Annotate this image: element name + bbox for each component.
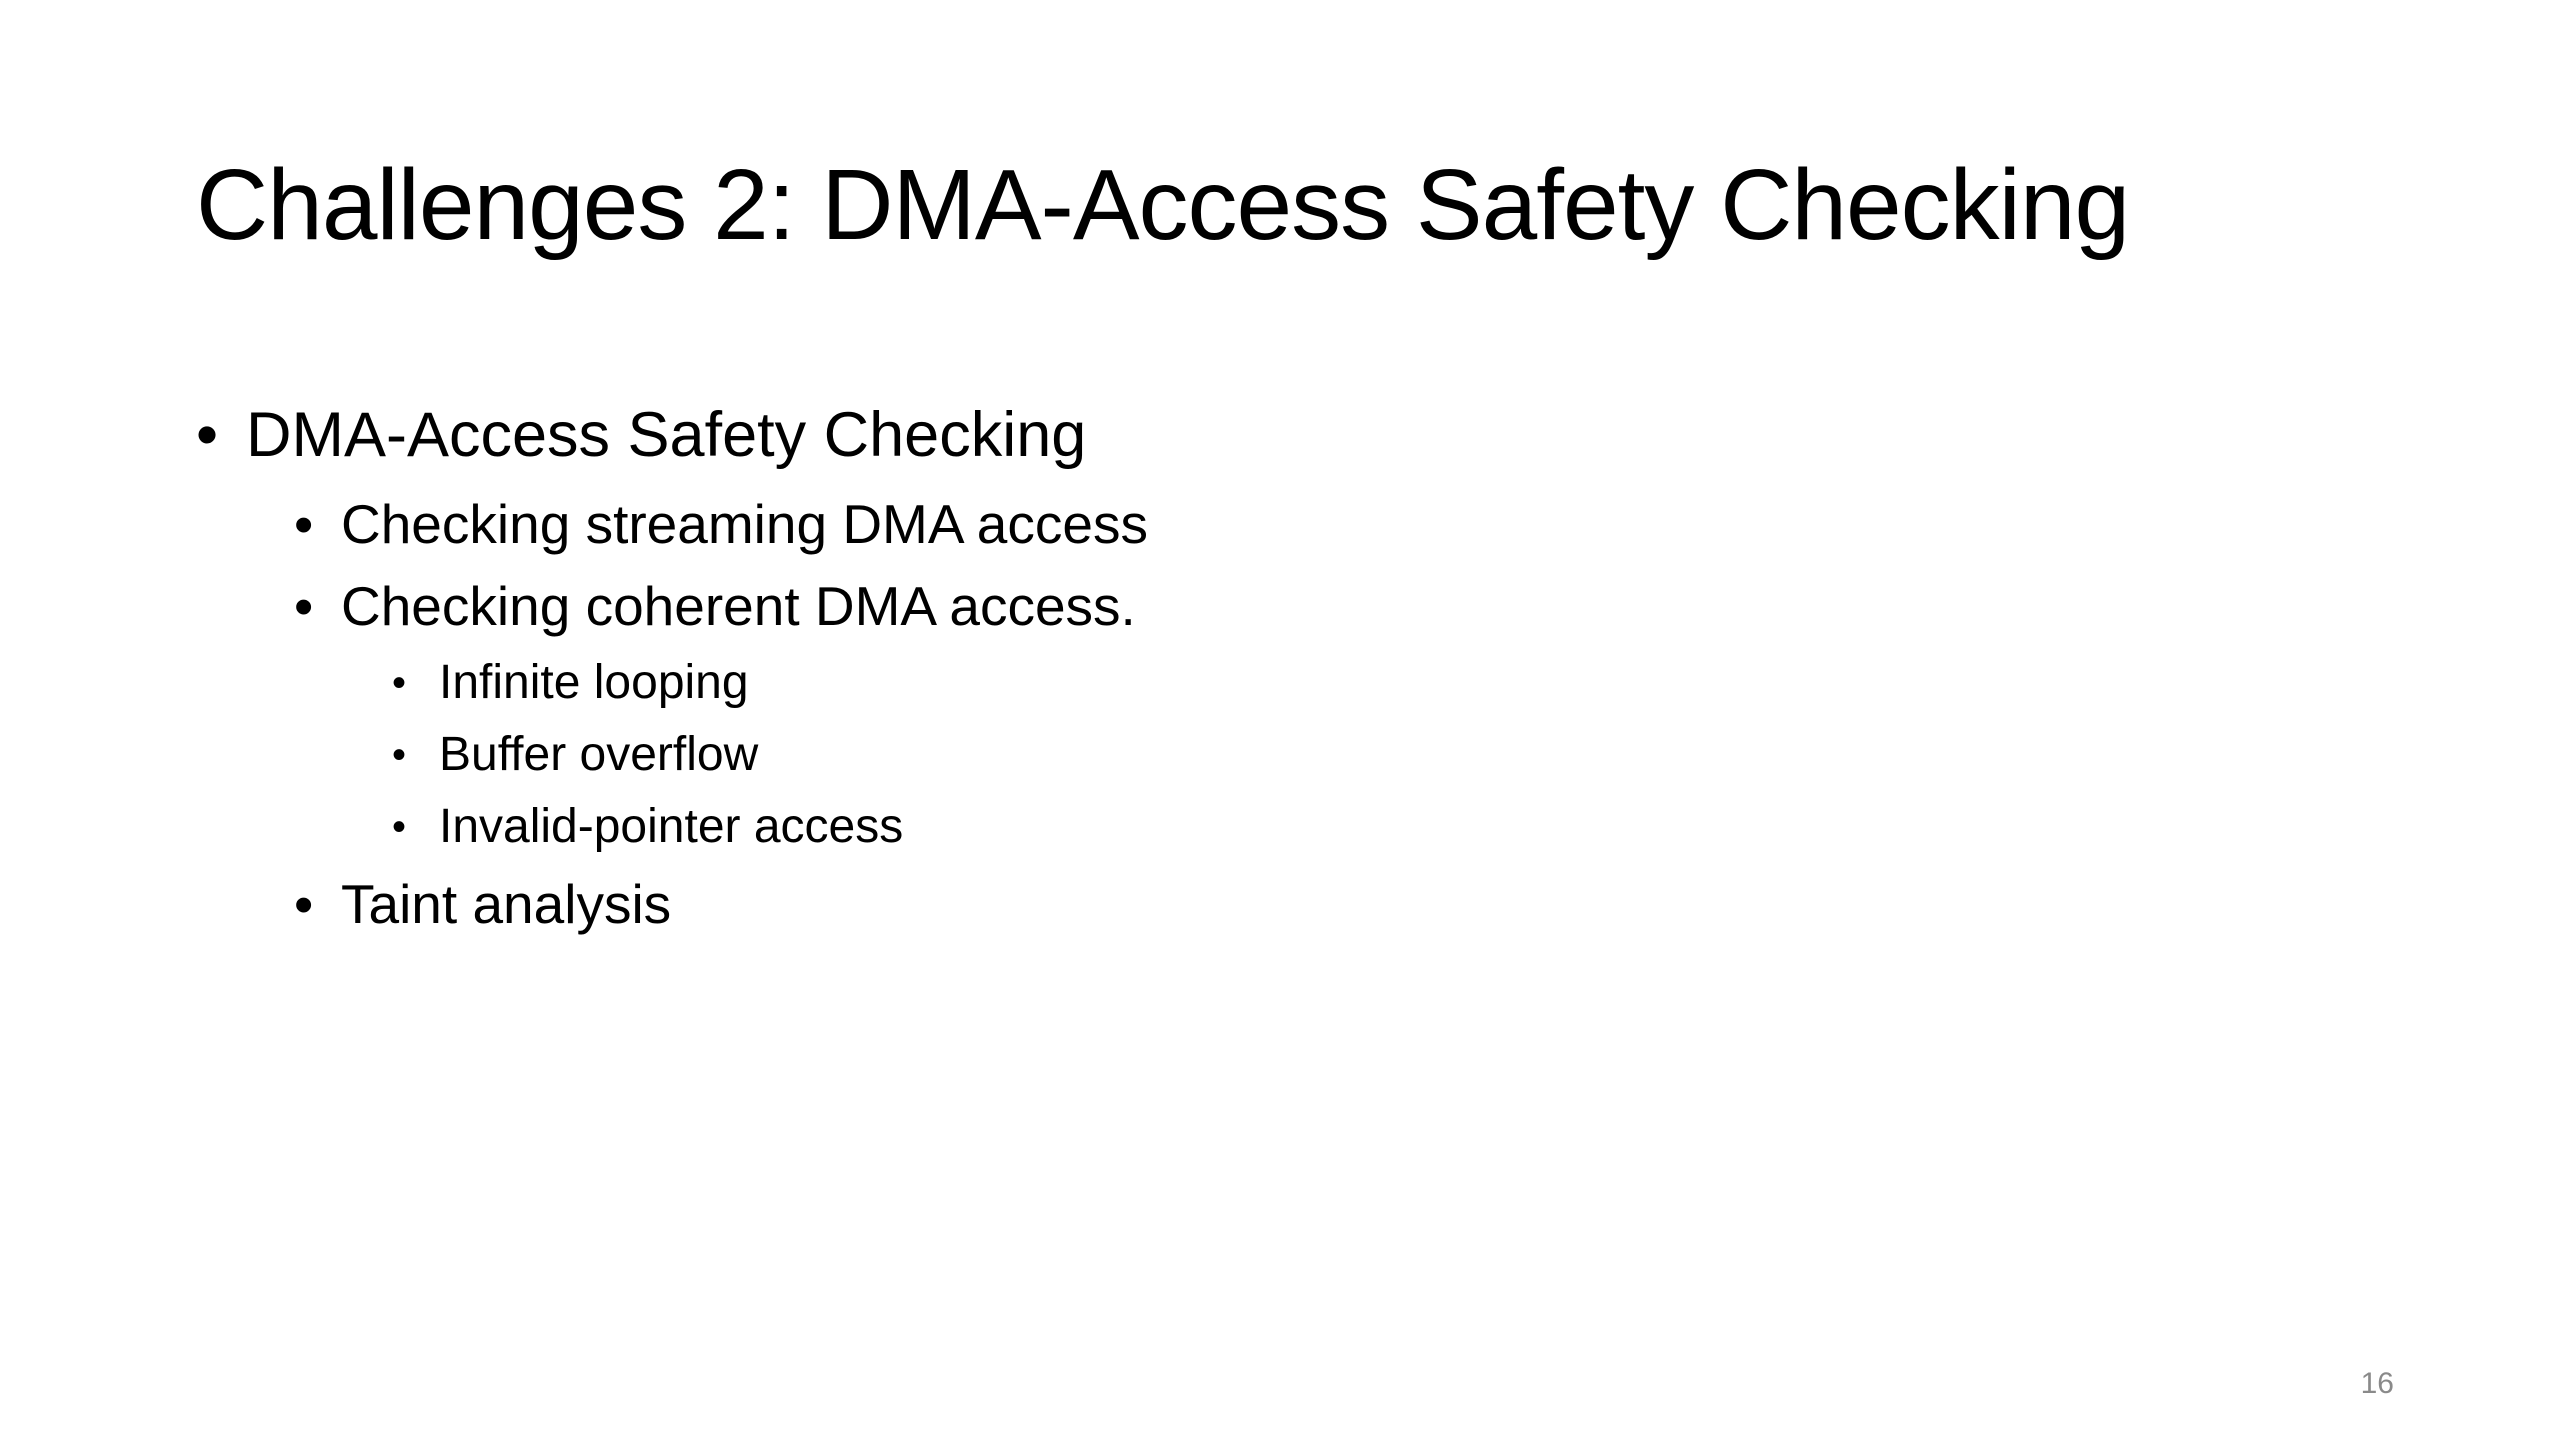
bullet-list: [196, 395, 1148, 945]
bullet-item-taint-analysis: [294, 863, 1148, 945]
bullet-item-dma-access-safety-checking: [196, 395, 1148, 475]
bullet-dot-icon: •: [392, 805, 407, 849]
bullet-item-infinite-looping: [392, 647, 1148, 719]
bullet-item-buffer-overflow: [392, 719, 1148, 791]
bullet-dot-icon: •: [294, 493, 314, 555]
bullet-text: DMA-Access Safety Checking: [246, 400, 1087, 470]
bullet-dot-icon: •: [294, 873, 314, 935]
bullet-text: Invalid-pointer access: [439, 800, 904, 853]
bullet-dot-icon: •: [294, 575, 314, 637]
bullet-text: Infinite looping: [439, 656, 749, 709]
bullet-item-checking-streaming: [294, 483, 1148, 565]
bullet-text: Checking coherent DMA access.: [341, 575, 1136, 637]
bullet-dot-icon: •: [392, 661, 407, 705]
slide-title: Challenges 2: DMA-Access Safety Checking: [196, 149, 2130, 261]
bullet-text: Checking streaming DMA access: [341, 493, 1148, 555]
bullet-text: Taint analysis: [341, 873, 672, 935]
page-number: 16: [2360, 1367, 2394, 1400]
bullet-item-checking-coherent: [294, 565, 1148, 647]
bullet-text: Buffer overflow: [439, 728, 759, 781]
bullet-dot-icon: •: [392, 733, 407, 777]
bullet-dot-icon: •: [196, 400, 219, 470]
bullet-item-invalid-pointer-access: [392, 791, 1148, 863]
